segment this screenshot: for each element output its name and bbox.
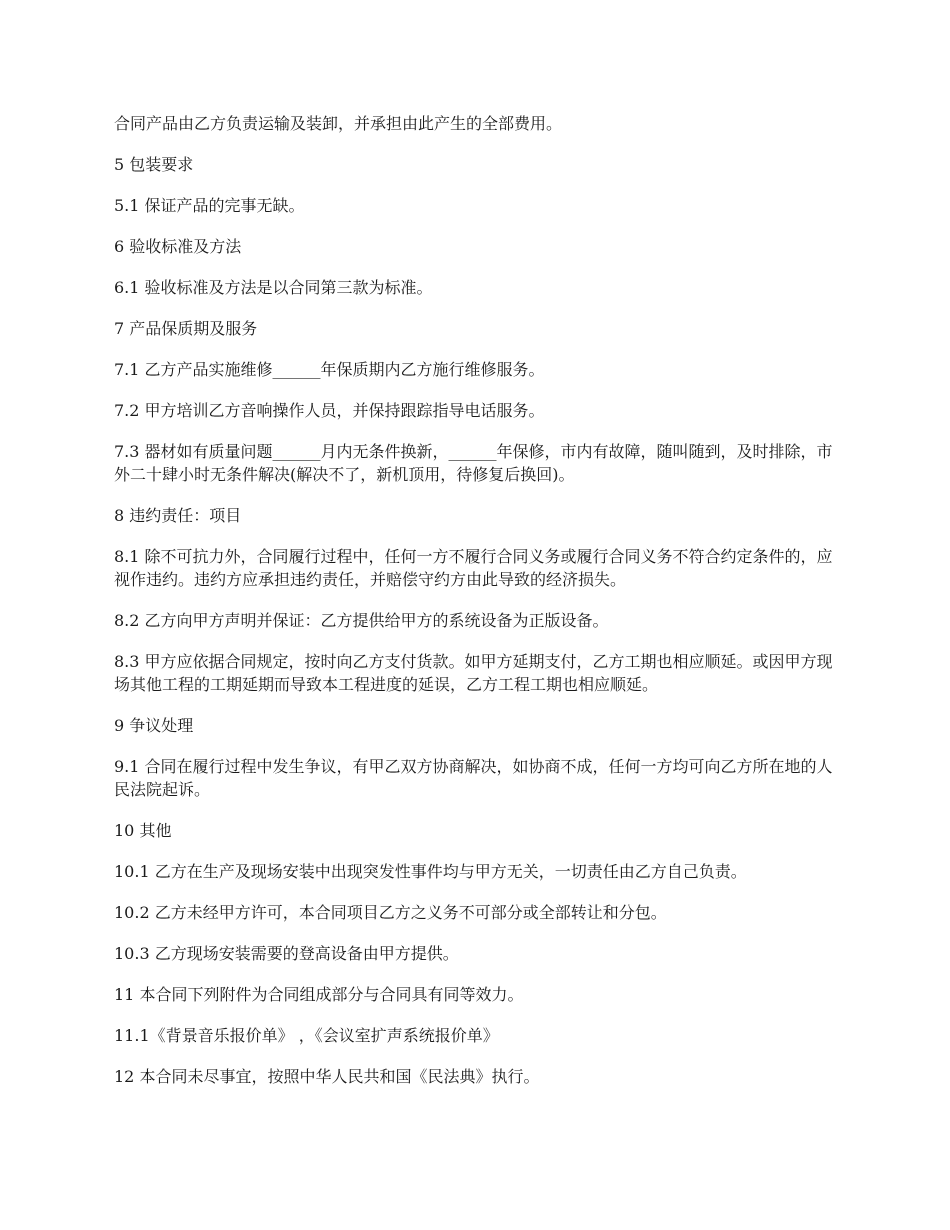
clause-9-1: 9.1 合同在履行过程中发生争议，有甲乙双方协商解决，如协商不成，任何一方均可向乙方所在地的人民法院起诉。 — [114, 757, 833, 799]
clause-7-1: 7.1 乙方产品实施维修______年保质期内乙方施行维修服务。 — [114, 360, 545, 379]
clause-12: 12 本合同未尽事宜，按照中华人民共和国《民法典》执行。 — [114, 1067, 540, 1086]
clause-5-1: 5.1 保证产品的完事无缺。 — [114, 196, 305, 215]
clause-11-1: 11.1《背景音乐报价单》 ，《会议室扩声系统报价单》 — [114, 1026, 499, 1045]
clause-10-3: 10.3 乙方现场安装需要的登高设备由甲方提供。 — [114, 944, 459, 963]
paragraph-transport: 合同产品由乙方负责运输及装卸，并承担由此产生的全部费用。 — [114, 114, 563, 133]
heading-other: 10 其他 — [114, 821, 172, 840]
clause-8-1: 8.1 除不可抗力外，合同履行过程中，任何一方不履行合同义务或履行合同义务不符合约定条件的，应视作违约。违约方应承担违约责任，并赔偿守约方由此导致的经济损失。 — [114, 547, 833, 589]
clause-6-1: 6.1 验收标准及方法是以合同第三款为标准。 — [114, 278, 433, 297]
heading-packaging: 5 包装要求 — [114, 155, 194, 174]
clause-10-2: 10.2 乙方未经甲方许可，本合同项目乙方之义务不可部分或全部转让和分包。 — [114, 903, 667, 922]
clause-8-2: 8.2 乙方向甲方声明并保证：乙方提供给甲方的系统设备为正版设备。 — [114, 611, 609, 630]
document-page — [114, 112, 844, 1106]
heading-liability: 8 违约责任：项目 — [114, 506, 242, 525]
clause-7-2: 7.2 甲方培训乙方音响操作人员，并保持跟踪指导电话服务。 — [114, 401, 545, 420]
clause-7-3: 7.3 器材如有质量问题______月内无条件换新，______年保修，市内有故障，随叫随到，及时排除，市外二十肆小时无条件解决(解决不了，新机顶用，待修复后换回)。 — [114, 442, 833, 484]
clause-8-3: 8.3 甲方应依据合同规定，按时向乙方支付货款。如甲方延期支付，乙方工期也相应顺延。或因甲方现场其他工程的工期延期而导致本工程进度的延误，乙方工程工期也相应顺延。 — [114, 652, 833, 694]
heading-acceptance: 6 验收标准及方法 — [114, 237, 242, 256]
heading-dispute: 9 争议处理 — [114, 716, 194, 735]
clause-11: 11 本合同下列附件为合同组成部分与合同具有同等效力。 — [114, 985, 524, 1004]
heading-warranty: 7 产品保质期及服务 — [114, 319, 258, 338]
clause-10-1: 10.1 乙方在生产及现场安装中出现突发性事件均与甲方无关，一切责任由乙方自己负责。 — [114, 862, 747, 881]
